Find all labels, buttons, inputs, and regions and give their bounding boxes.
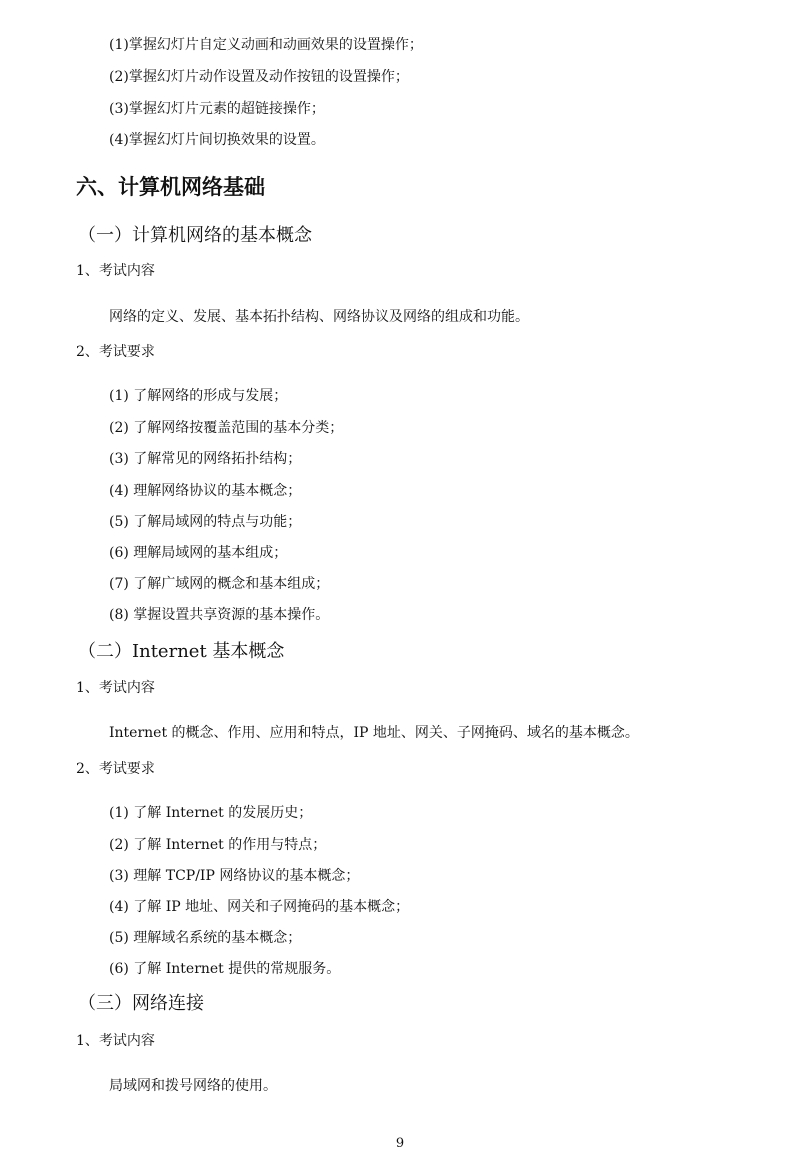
chapter-title: 六、计算机网络基础 — [76, 174, 265, 199]
requirement-item: (1) 了解 Internet 的发展历史； — [109, 805, 313, 821]
content-label: 1、考试内容 — [76, 680, 155, 696]
content-label: 1、考试内容 — [76, 1033, 155, 1049]
requirement-item: (2) 了解 Internet 的作用与特点； — [109, 837, 327, 853]
top-list-item-4: (4)掌握幻灯片间切换效果的设置。 — [109, 132, 325, 148]
content-text: 网络的定义、发展、基本拓扑结构、网络协议及网络的组成和功能。 — [109, 309, 529, 325]
requirement-item: (6) 理解局域网的基本组成； — [109, 545, 288, 561]
top-list-item-1: (1)掌握幻灯片自定义动画和动画效果的设置操作； — [109, 37, 423, 53]
requirement-item: (1) 了解网络的形成与发展； — [109, 388, 288, 404]
requirements-label: 2、考试要求 — [76, 761, 155, 777]
requirement-item: (3) 了解常见的网络拓扑结构； — [109, 451, 302, 467]
requirement-item: (4) 理解网络协议的基本概念； — [109, 483, 302, 499]
requirement-item: (5) 了解局域网的特点与功能； — [109, 514, 302, 530]
requirement-item: (7) 了解广域网的概念和基本组成； — [109, 576, 330, 592]
section-title: （一）计算机网络的基本概念 — [78, 225, 312, 246]
requirement-item: (6) 了解 Internet 提供的常规服务。 — [109, 961, 341, 977]
section-title: （三）网络连接 — [78, 993, 204, 1014]
content-text: Internet 的概念、作用、应用和特点，IP 地址、网关、子网掩码、域名的基本概念。 — [109, 725, 639, 741]
content-label: 1、考试内容 — [76, 263, 155, 279]
page-number: 9 — [395, 1136, 405, 1151]
requirement-item: (3) 理解 TCP/IP 网络协议的基本概念； — [109, 868, 360, 884]
top-list-item-3: (3)掌握幻灯片元素的超链接操作； — [109, 101, 325, 117]
content-text: 局域网和拨号网络的使用。 — [109, 1078, 277, 1094]
requirement-item: (5) 理解域名系统的基本概念； — [109, 930, 302, 946]
requirement-item: (4) 了解 IP 地址、网关和子网掩码的基本概念； — [109, 899, 410, 915]
requirements-label: 2、考试要求 — [76, 344, 155, 360]
requirement-item: (2) 了解网络按覆盖范围的基本分类； — [109, 420, 344, 436]
requirement-item: (8) 掌握设置共享资源的基本操作。 — [109, 607, 330, 623]
section-title: （二）Internet 基本概念 — [78, 641, 285, 662]
top-list-item-2: (2)掌握幻灯片动作设置及动作按钮的设置操作； — [109, 69, 409, 85]
